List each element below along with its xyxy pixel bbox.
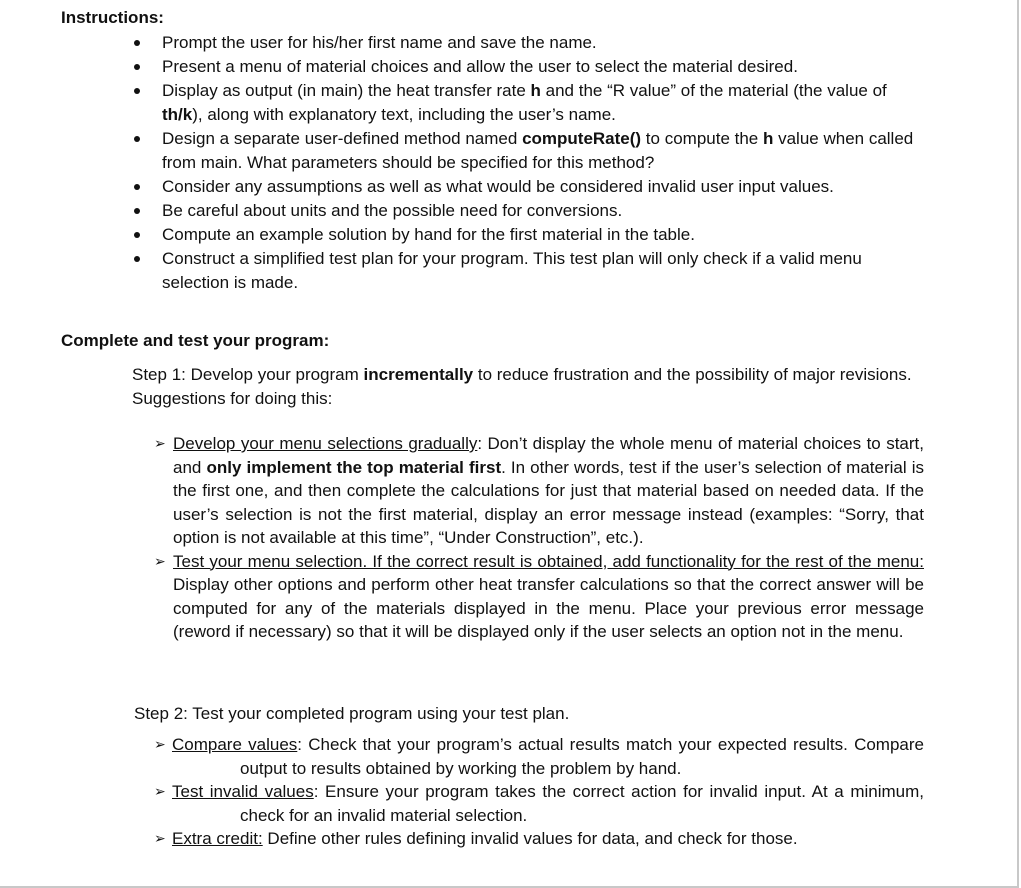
list-item [152,432,924,550]
arrow-bullet-icon: ➢ [154,830,166,846]
instruction-item [131,247,926,295]
instructions-heading: Instructions: [61,8,164,27]
text-run: Define other rules defining invalid values for data, and check for those. [262,829,798,848]
underlined-text: Develop your menu selections gradually [173,434,478,453]
arrow-bullet-icon: ➢ [154,736,166,752]
arrow-bullet-icon: ➢ [154,783,166,799]
underlined-text: Test invalid values [172,782,314,801]
text-run: Be careful about units and the possible need for conversions. [162,201,623,220]
instruction-item [131,223,926,247]
instruction-item [131,127,926,175]
bullet-icon [134,184,140,190]
bullet-icon [134,64,140,70]
text-run: Prompt the user for his/her first name and save the name. [162,33,597,52]
text-run: : Check that your program’s actual results match your expected results. Compare output to results obtained by working the problem by hand. [240,735,924,778]
text-run: Step 1: Develop your program [132,365,364,384]
text-run: Present a menu of material choices and allow the user to select the material desired. [162,57,798,76]
text-run: . In other words, test if the user’s selection of material is the first one, and then complete the calculations for just that material based on needed data. If the user’s selection is not the first material, display an error message instead (examples: “Sorry, that option is not available at this time”, “Under Construction”, etc.). [173,457,925,547]
step2-checks [152,733,924,851]
text-run: to reduce frustration and the possibility of major revisions. Suggestions for doing this: [132,365,912,408]
text-run: Display as output (in main) the heat transfer rate [162,81,531,100]
bold-text: h [762,129,774,148]
list-item [152,780,924,827]
text-run: Compute an example solution by hand for the first material in the table. [162,225,695,244]
text-run: ), along with explanatory text, including the user’s name. [192,105,616,124]
text-run: : Ensure your program takes the correct action for invalid input. At a minimum, check for an invalid material selection. [240,782,925,825]
instructions-list [131,31,926,295]
list-item [152,827,924,851]
arrow-bullet-icon: ➢ [154,435,166,451]
text-run: and the “R value” of the material (the value of [540,81,887,100]
text-run: Construct a simplified test plan for your program. This test plan will only check if a valid menu selection is made. [162,249,862,292]
step2-paragraph [134,702,924,726]
underlined-text: Compare values [172,735,298,754]
bullet-icon [134,40,140,46]
arrow-bullet-icon: ➢ [154,552,166,569]
text-run: Step 2: Test your completed program using your test plan. [134,704,570,723]
bullet-icon [134,136,140,142]
bold-text: computeRate() [522,129,642,148]
bold-text: incrementally [363,365,474,384]
text-run: to compute the [641,129,763,148]
bold-text: th/k [162,105,193,124]
bullet-icon [134,88,140,94]
instruction-item [131,175,926,199]
instruction-item [131,199,926,223]
bullet-icon [134,256,140,262]
list-item [152,733,924,780]
text-run: value when called from main. What parameters should be specified for this method? [162,129,914,172]
underlined-text: Test your menu selection. If the correct result is obtained, add functionality for the rest of the menu: [173,551,924,571]
bullet-icon [134,208,140,214]
step1-suggestions [152,432,924,644]
list-item [152,550,924,644]
text-run: Design a separate user-defined method named [162,129,523,148]
bold-text: h [530,81,541,100]
bold-text: only implement the top material first [206,457,502,477]
bullet-icon [134,232,140,238]
instruction-item [131,79,926,127]
text-run: Display other options and perform other heat transfer calculations so that the correct answer will be computed for any of the materials displayed in the menu. Place your previous error message (reword if necessary) so that it will be displayed only if the user selects an option not in the menu. [173,575,924,641]
instruction-item [131,55,926,79]
underlined-text: Extra credit: [172,829,263,848]
instruction-item [131,31,926,55]
text-run: Consider any assumptions as well as what would be considered invalid user input values. [162,177,834,196]
complete-heading: Complete and test your program: [61,331,330,350]
text-run: : Don’t display the whole menu of material choices to start, and [173,434,924,477]
step1-paragraph [132,363,924,411]
